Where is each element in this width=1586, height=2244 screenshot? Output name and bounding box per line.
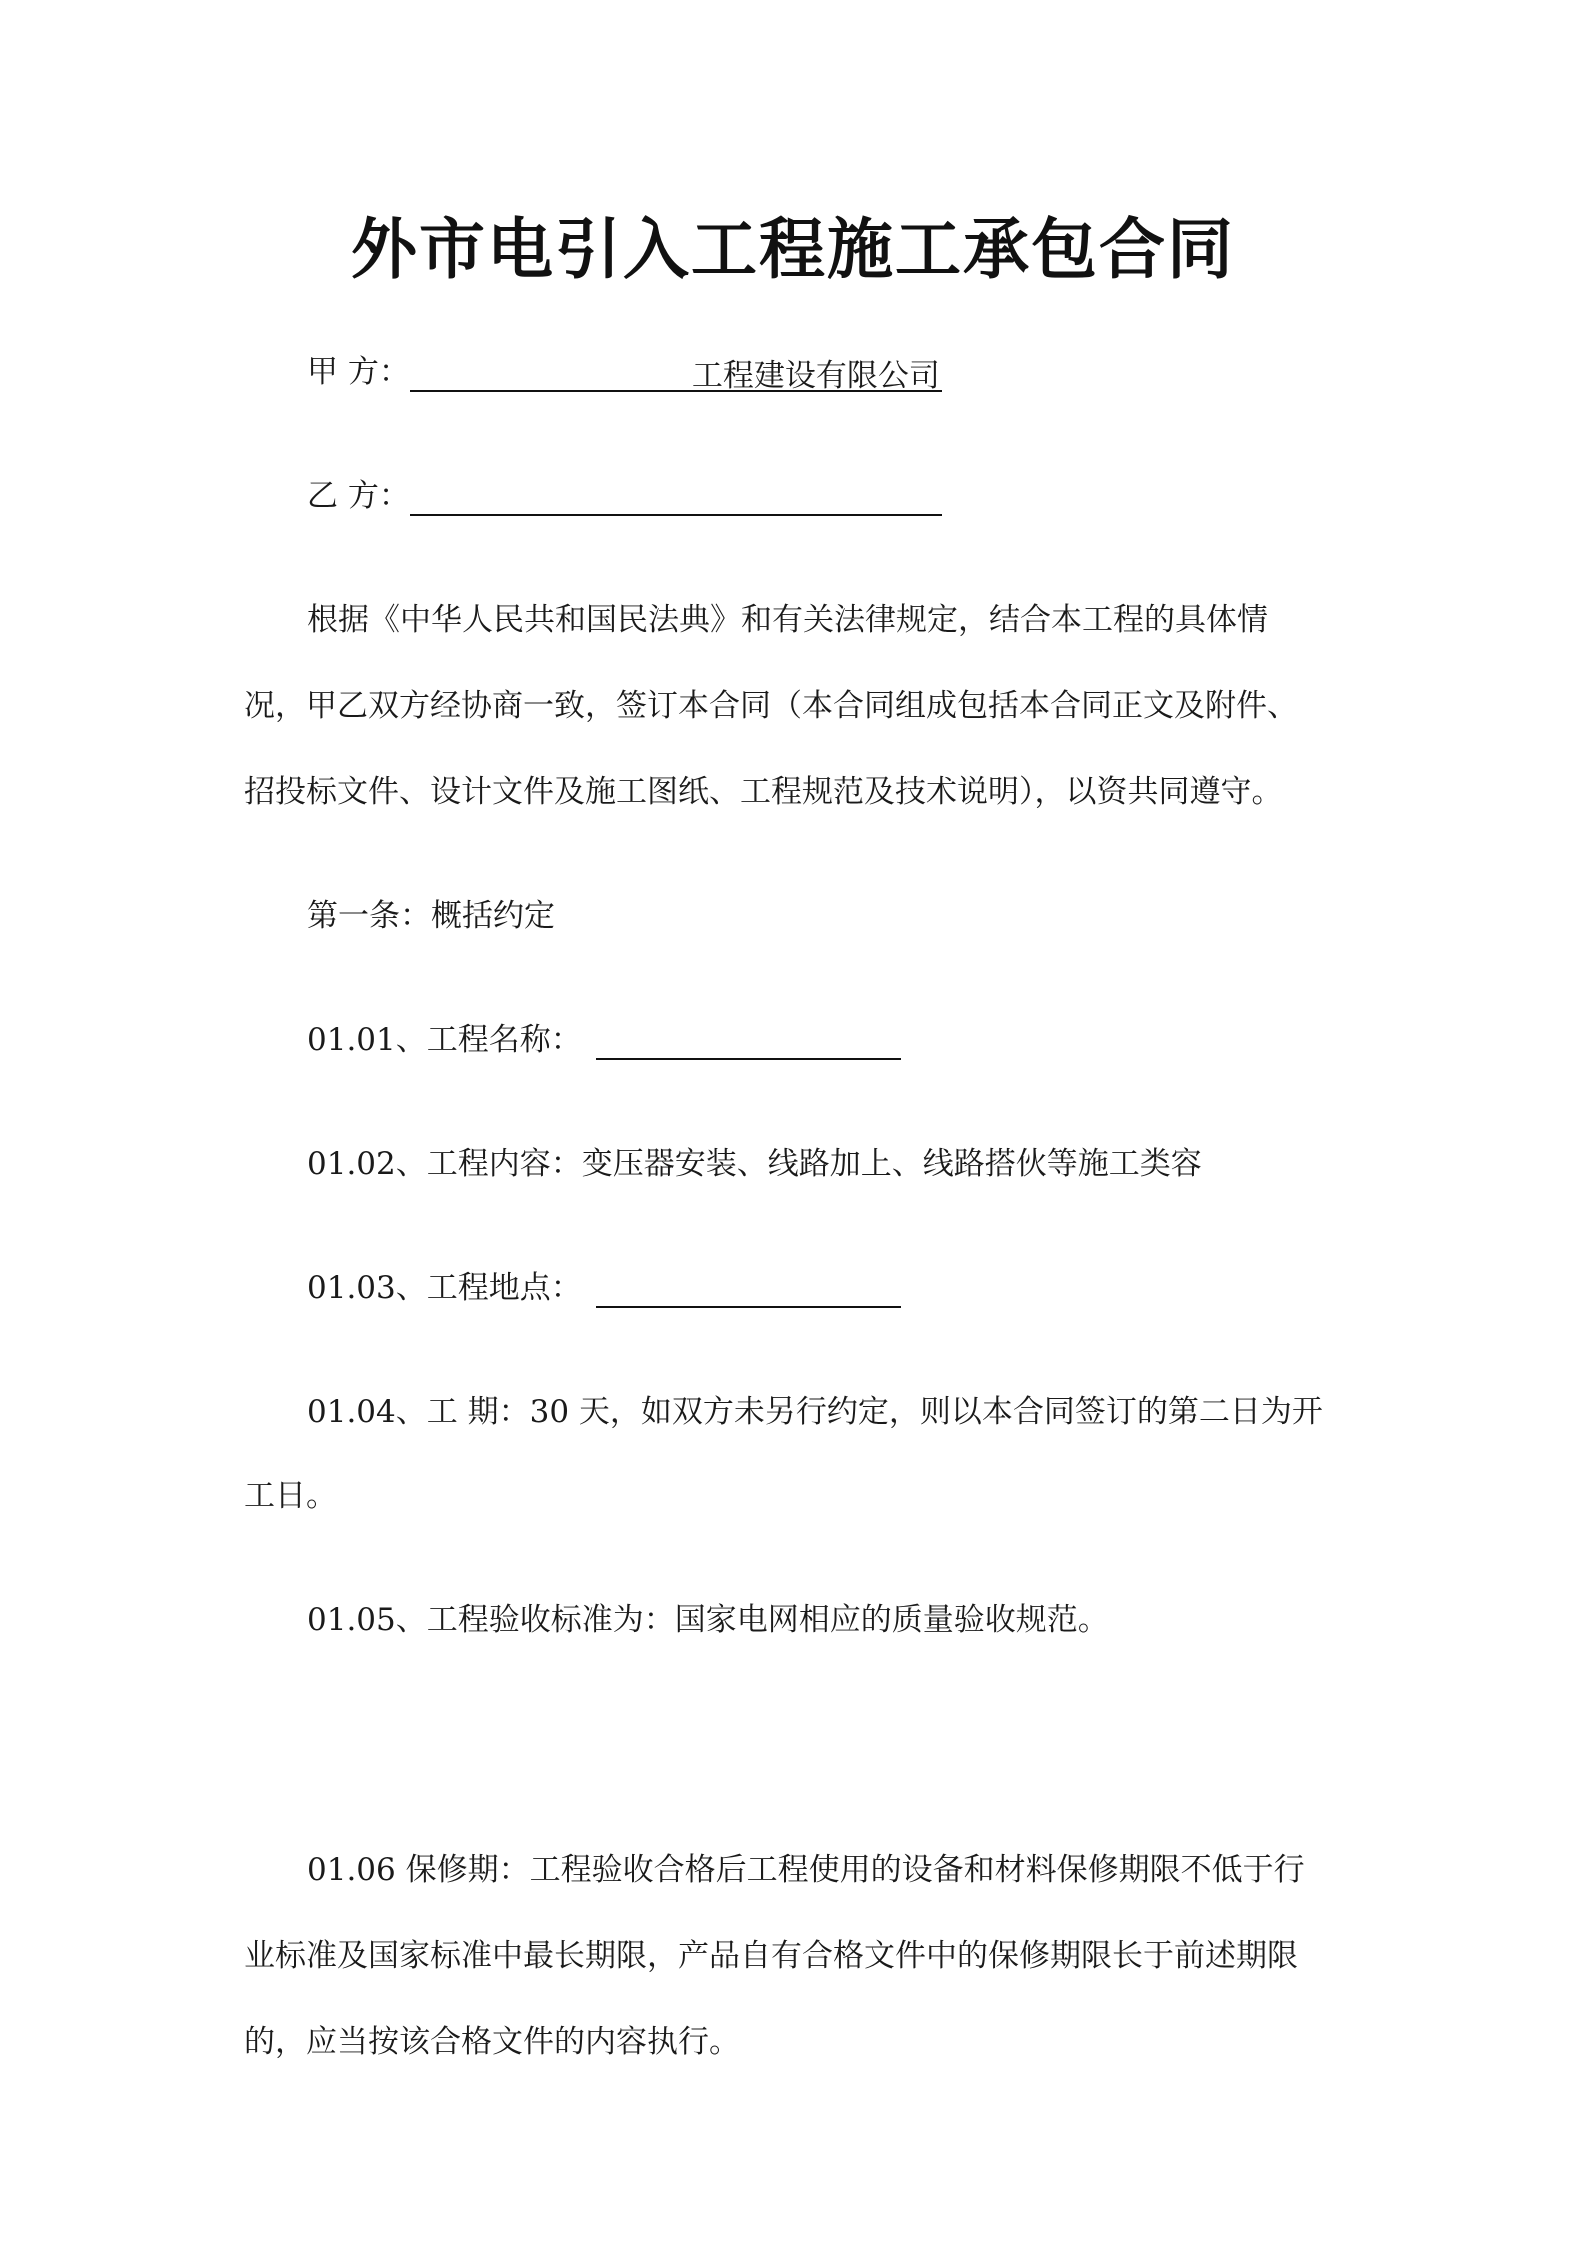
preamble-line: 况，甲乙双方经协商一致，签订本合同（本合同组成包括本合同正文及附件、 [244,688,1298,724]
party-b-label: 乙 方： [307,478,410,514]
party-a-row [307,352,942,392]
party-a-value: 工程建设有限公司 [691,358,940,394]
party-a-label: 甲 方： [307,354,410,390]
party-a-field [410,356,942,392]
party-b-field [410,480,942,516]
clause-0101-label: 01.01、工程名称： [307,1022,582,1058]
clause-0104-line: 01.04、工 期：30 天，如双方未另行约定，则以本合同签订的第二日为开 [307,1394,1323,1430]
clause-0104-line: 工日。 [244,1478,337,1514]
project-location-field [596,1272,901,1308]
project-name-field [596,1024,901,1060]
clause-0105: 01.05、工程验收标准为：国家电网相应的质量验收规范。 [307,1602,1109,1638]
clause-0101 [307,1020,901,1060]
clause-0106-line: 业标准及国家标准中最长期限，产品自有合格文件中的保修期限长于前述期限 [244,1938,1298,1974]
clause-0103-label: 01.03、工程地点： [307,1270,582,1306]
clause-0103 [307,1268,901,1308]
page-title: 外市电引入工程施工承包合同 [351,210,1235,288]
clause-0106-line: 01.06 保修期：工程验收合格后工程使用的设备和材料保修期限不低于行 [307,1852,1305,1888]
clause-0106-line: 的，应当按该合格文件的内容执行。 [244,2024,740,2060]
preamble-line: 招投标文件、设计文件及施工图纸、工程规范及技术说明），以资共同遵守。 [244,774,1283,810]
preamble-line: 根据《中华人民共和国民法典》和有关法律规定，结合本工程的具体情 [307,602,1268,638]
article-heading: 第一条：概括约定 [307,898,555,934]
party-b-row [307,476,942,516]
clause-0102: 01.02、工程内容：变压器安装、线路加上、线路搭伙等施工类容 [307,1146,1202,1182]
